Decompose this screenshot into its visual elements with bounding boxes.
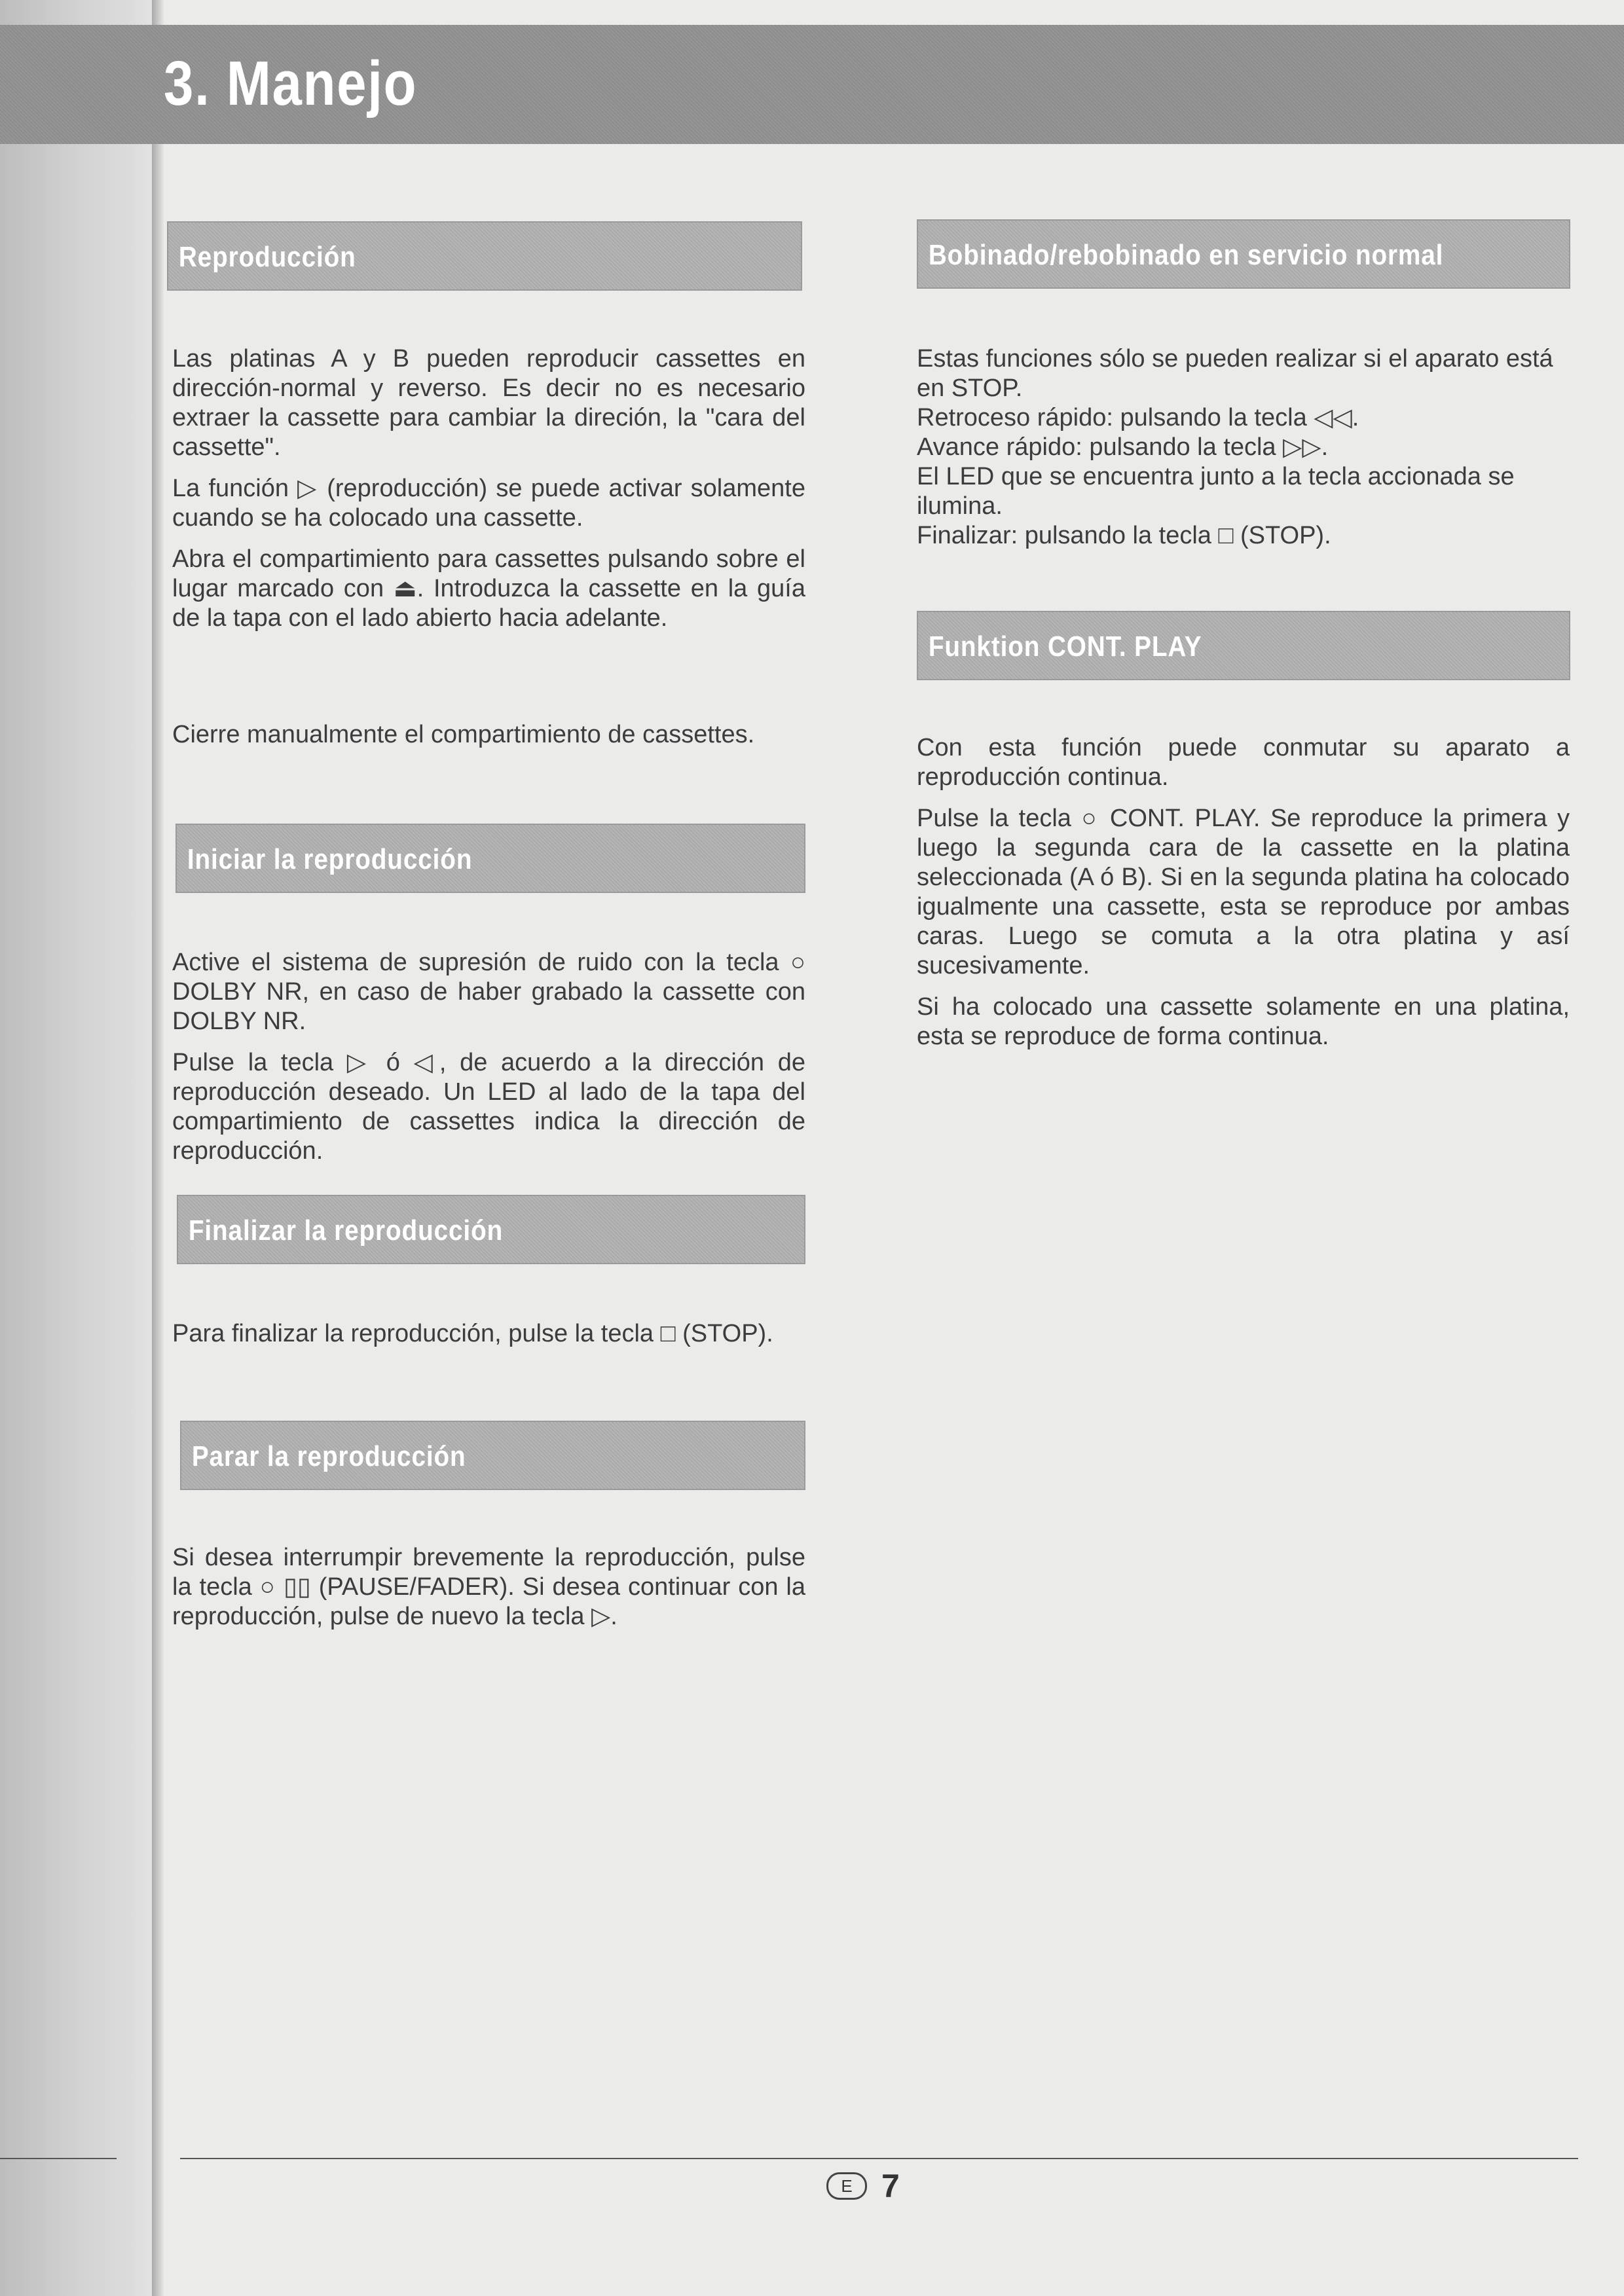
- section-body-iniciar: [172, 948, 805, 1178]
- page-footer: [826, 2167, 900, 2205]
- paragraph: Para finalizar la reproducción, pulse la tecla □ (STOP).: [172, 1320, 773, 1347]
- section-heading-parar: [180, 1421, 805, 1490]
- footer-rule-left: [0, 2158, 117, 2159]
- page-number: 7: [881, 2168, 900, 2204]
- paragraph: Si ha colocado una cassette solamente en una platina, esta se reproduce de forma continua.: [917, 993, 1570, 1050]
- paragraph: Active el sistema de supresión de ruido con la tecla ○ DOLBY NR, en caso de haber grabado la cassette con DOLBY NR.: [172, 949, 805, 1035]
- section-heading-reproduccion: [167, 221, 802, 291]
- binding-shadow: [0, 0, 164, 2296]
- line: El LED que se encuentra junto a la tecla accionada se ilumina.: [917, 463, 1515, 520]
- paragraph: La función ▷ (reproducción) se puede activar solamente cuando se ha colocado una cassette.: [172, 475, 805, 532]
- paragraph: Cierre manualmente el compartimiento de cassettes.: [172, 721, 755, 748]
- page-title: 3. Manejo: [164, 48, 418, 118]
- line: Estas funciones sólo se pueden realizar si el aparato está en STOP.: [917, 345, 1553, 402]
- paragraph: Abra el compartimiento para cassettes pulsando sobre el lugar marcado con ⏏. Introduzca la cassette en la guía de la tapa con el lado abierto hacia adelante.: [172, 545, 805, 632]
- section-heading-contplay: [917, 611, 1570, 680]
- footer-rule: [180, 2158, 1578, 2159]
- line: Finalizar: pulsando la tecla □ (STOP).: [917, 522, 1331, 549]
- section-heading-iniciar: [175, 824, 805, 893]
- section-body-bobinado: [917, 344, 1570, 551]
- section-heading-label: Reproducción: [178, 241, 356, 273]
- paragraph: Si desea interrumpir brevemente la reproducción, pulse la tecla ○ ▯▯ (PAUSE/FADER). Si desea continuar con la reproducción, pulse de nuevo la tecla ▷.: [172, 1544, 805, 1630]
- binding-edge: [152, 0, 164, 2296]
- section-body-finalizar: [172, 1319, 805, 1360]
- section-heading-label: Bobinado/rebobinado en servicio normal: [928, 239, 1444, 271]
- section-heading-bobinado: [917, 219, 1570, 289]
- section-body-reproduccion-closing: [172, 720, 805, 761]
- section-heading-label: Funktion CONT. PLAY: [928, 630, 1202, 663]
- section-body-reproduccion: [172, 344, 805, 645]
- paragraph: Pulse la tecla ▷ ó ◁, de acuerdo a la dirección de reproducción deseado. Un LED al lado de la tapa del compartimiento de cassettes indica la dirección de reproducción.: [172, 1049, 805, 1165]
- section-heading-label: Finalizar la reproducción: [188, 1214, 504, 1247]
- section-heading-label: Parar la reproducción: [191, 1440, 466, 1472]
- section-body-parar: [172, 1543, 805, 1643]
- line: Avance rápido: pulsando la tecla ▷▷.: [917, 433, 1329, 461]
- paragraph: Las platinas A y B pueden reproducir cassettes en dirección-normal y reverso. Es decir no es necesario extraer la cassette para cambiar la direción, la "cara del cassette".: [172, 345, 805, 461]
- section-body-contplay: [917, 733, 1570, 1063]
- section-heading-finalizar: [177, 1195, 805, 1264]
- paragraph: Pulse la tecla ○ CONT. PLAY. Se reproduce la primera y luego la segunda cara de la cassette en la platina seleccionada (A ó B). Si en la segunda platina ha colocado igualmente una cassette, esta se reproduce por ambas caras. Luego se comuta a la otra platina y así sucesivamente.: [917, 805, 1570, 979]
- line: Retroceso rápido: pulsando la tecla ◁◁.: [917, 404, 1359, 431]
- paragraph: Con esta función puede conmutar su aparato a reproducción continua.: [917, 734, 1570, 791]
- section-heading-label: Iniciar la reproducción: [187, 843, 473, 875]
- language-badge: E: [826, 2172, 867, 2200]
